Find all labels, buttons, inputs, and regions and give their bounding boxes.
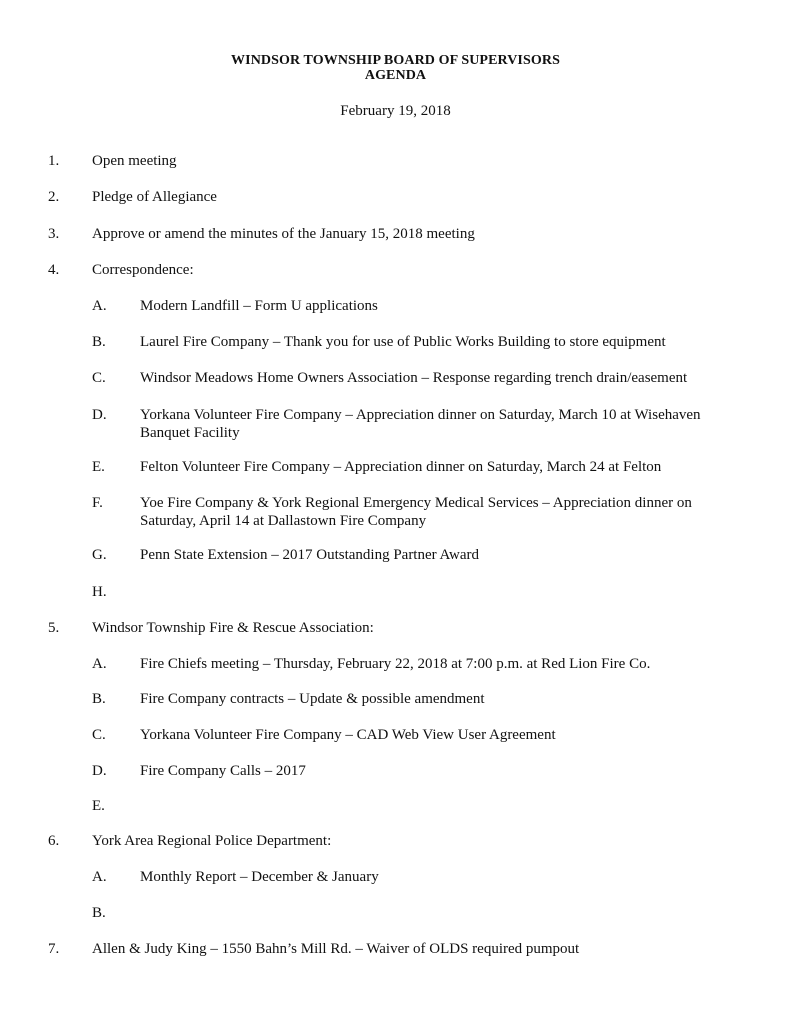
subitem-text: Penn State Extension – 2017 Outstanding Partner Award xyxy=(140,547,479,563)
subitem-text: Fire Company Calls – 2017 xyxy=(140,763,306,779)
subitem-letter: B. xyxy=(92,691,106,707)
agenda-title-line2: AGENDA xyxy=(364,68,427,83)
subitem-text: Fire Chiefs meeting – Thursday, February 22, 2018 at 7:00 p.m. at Red Lion Fire Co. xyxy=(140,656,651,672)
item-number: 1. xyxy=(48,153,60,169)
agenda-item-text: Approve or amend the minutes of the January 15, 2018 meeting xyxy=(92,226,475,242)
agenda-item-text: Open meeting xyxy=(92,153,177,169)
subitem-letter: B. xyxy=(92,334,106,350)
subitem-letter: F. xyxy=(92,495,103,511)
agenda-date: February 19, 2018 xyxy=(340,103,451,119)
item-number: 7. xyxy=(48,941,60,957)
item-number: 6. xyxy=(48,833,60,849)
subitem-letter: B. xyxy=(92,905,106,921)
agenda-item-text: Windsor Township Fire & Rescue Association: xyxy=(92,620,374,636)
subitem-letter: A. xyxy=(92,869,107,885)
subitem-letter: E. xyxy=(92,798,105,814)
subitem-letter: C. xyxy=(92,727,106,743)
subitem-letter: D. xyxy=(92,407,107,423)
agenda-item-text: York Area Regional Police Department: xyxy=(92,833,332,849)
agenda-item-text: Correspondence: xyxy=(92,262,194,278)
subitem-letter: A. xyxy=(92,656,107,672)
agenda-item-text: Pledge of Allegiance xyxy=(92,189,217,205)
subitem-text: Felton Volunteer Fire Company – Appreciation dinner on Saturday, March 24 at Felton xyxy=(140,459,662,475)
subitem-letter: H. xyxy=(92,584,107,600)
subitem-text: Yorkana Volunteer Fire Company – Appreciation dinner on Saturday, March 10 at Wisehaven Banquet Facility xyxy=(140,407,701,441)
subitem-text: Monthly Report – December & January xyxy=(140,869,379,885)
subitem-text: Yorkana Volunteer Fire Company – CAD Web View User Agreement xyxy=(140,727,556,743)
subitem-letter: A. xyxy=(92,298,107,314)
item-number: 3. xyxy=(48,226,60,242)
subitem-letter: G. xyxy=(92,547,107,563)
subitem-letter: E. xyxy=(92,459,105,475)
agenda-title-line1: WINDSOR TOWNSHIP BOARD OF SUPERVISORS xyxy=(231,53,560,68)
subitem-text: Modern Landfill – Form U applications xyxy=(140,298,378,314)
subitem-letter: C. xyxy=(92,370,106,386)
item-number: 2. xyxy=(48,189,60,205)
subitem-text: Laurel Fire Company – Thank you for use of Public Works Building to store equipment xyxy=(140,334,666,350)
agenda-item-text: Allen & Judy King – 1550 Bahn’s Mill Rd. – Waiver of OLDS required pumpout xyxy=(92,941,580,957)
subitem-letter: D. xyxy=(92,763,107,779)
subitem-text: Windsor Meadows Home Owners Association – Response regarding trench drain/easement xyxy=(140,370,688,386)
item-number: 4. xyxy=(48,262,60,278)
item-number: 5. xyxy=(48,620,60,636)
subitem-text: Fire Company contracts – Update & possible amendment xyxy=(140,691,485,707)
subitem-text: Yoe Fire Company & York Regional Emergency Medical Services – Appreciation dinner on Saturday, April 14 at Dallastown Fire Company xyxy=(140,495,692,529)
